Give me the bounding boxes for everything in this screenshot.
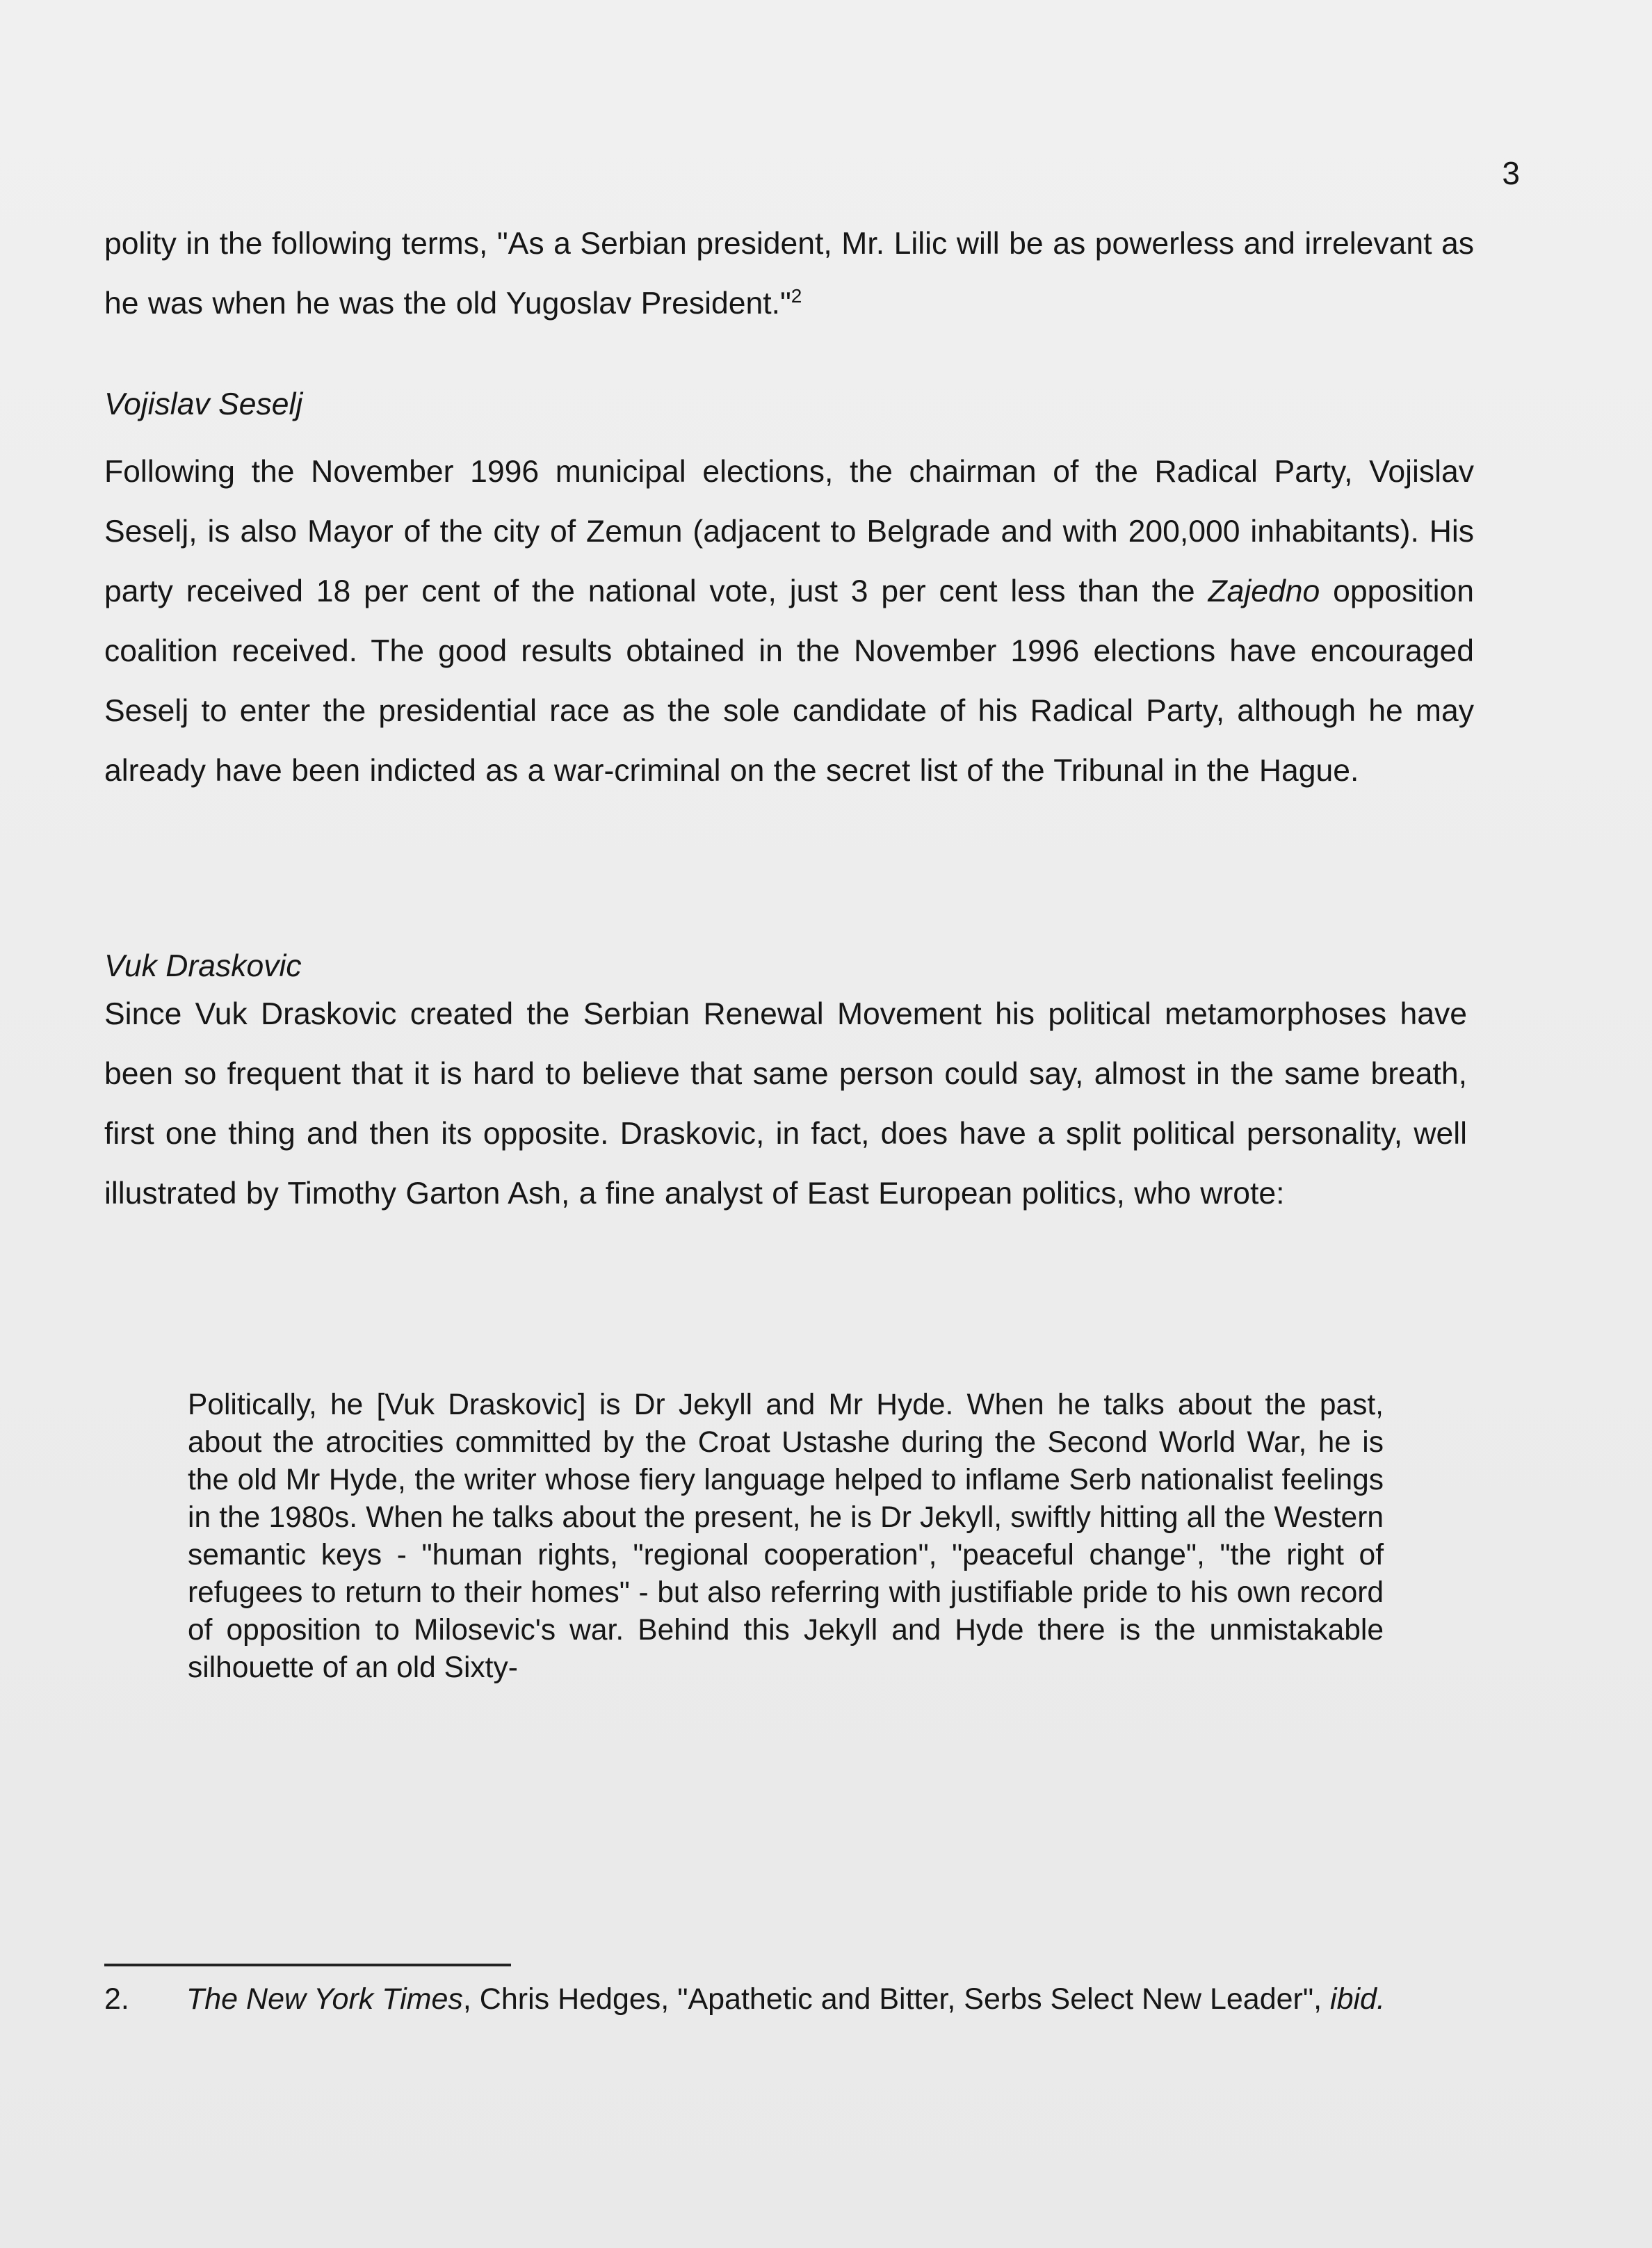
footnote-source: The New York Times: [186, 1982, 463, 2016]
zajedno-italic: Zajedno: [1208, 574, 1320, 608]
intro-text: polity in the following terms, "As a Serbian president, Mr. Lilic will be as powerless and irrelevant as he was when he was the old Yugoslav President.": [104, 227, 1474, 321]
footnote-text: [186, 1980, 1493, 2018]
seselj-paragraph: [104, 442, 1474, 801]
footnote-ibid: ibid.: [1330, 1982, 1385, 2016]
footnote-number: 2.: [104, 1982, 129, 2016]
seselj-text-start: Following the November 1996 municipal elections, the chairman of the Radical Party, Vojislav Seselj, is also Mayor of the city of Zemun (adjacent to Belgrade and with 200,000 inhabitants). His party received 18 per cent of the national vote, just 3 per cent less than the: [104, 455, 1474, 608]
draskovic-paragraph: Since Vuk Draskovic created the Serbian Renewal Movement his political metamorphoses have been so frequent that it is hard to believe that same person could say, almost in the same breath, first one thing and then its opposite. Draskovic, in fact, does have a split political personality, well illustrated by Timothy Garton Ash, a fine analyst of East European politics, who wrote:: [104, 997, 1467, 1211]
section-heading-draskovic: Vuk Draskovic: [104, 949, 302, 983]
footnote-divider: [104, 1964, 511, 1966]
footnote-citation: , Chris Hedges, "Apathetic and Bitter, Serbs Select New Leader",: [462, 1982, 1331, 2016]
intro-paragraph: [104, 214, 1474, 334]
seselj-text-rest: opposition coalition received. The good results obtained in the November 1996 elections have encouraged Seselj to enter the presidential race as the sole candidate of his Radical Party, although he may already have been indicted as a war-criminal on the secret list of the Tribunal in the Hague.: [104, 574, 1474, 788]
page-number: 3: [1502, 155, 1520, 191]
footnote-ref: 2: [791, 285, 802, 307]
block-quote: Politically, he [Vuk Draskovic] is Dr Jekyll and Mr Hyde. When he talks about the past, about the atrocities committed by the Croat Ustashe during the Second World War, he is the old Mr Hyde, the writer whose fiery language helped to inflame Serb nationalist feelings in the 1980s. When he talks about the present, he is Dr Jekyll, swiftly hitting all the Western semantic keys - "human rights, "regional cooperation", "peaceful change", "the right of refugees to return to their homes" - but also referring with justifiable pride to his own record of opposition to Milosevic's war. Behind this Jekyll and Hyde there is the unmistakable silhouette of an old Sixty-: [188, 1389, 1384, 1684]
section-heading-seselj: Vojislav Seselj: [104, 387, 303, 421]
